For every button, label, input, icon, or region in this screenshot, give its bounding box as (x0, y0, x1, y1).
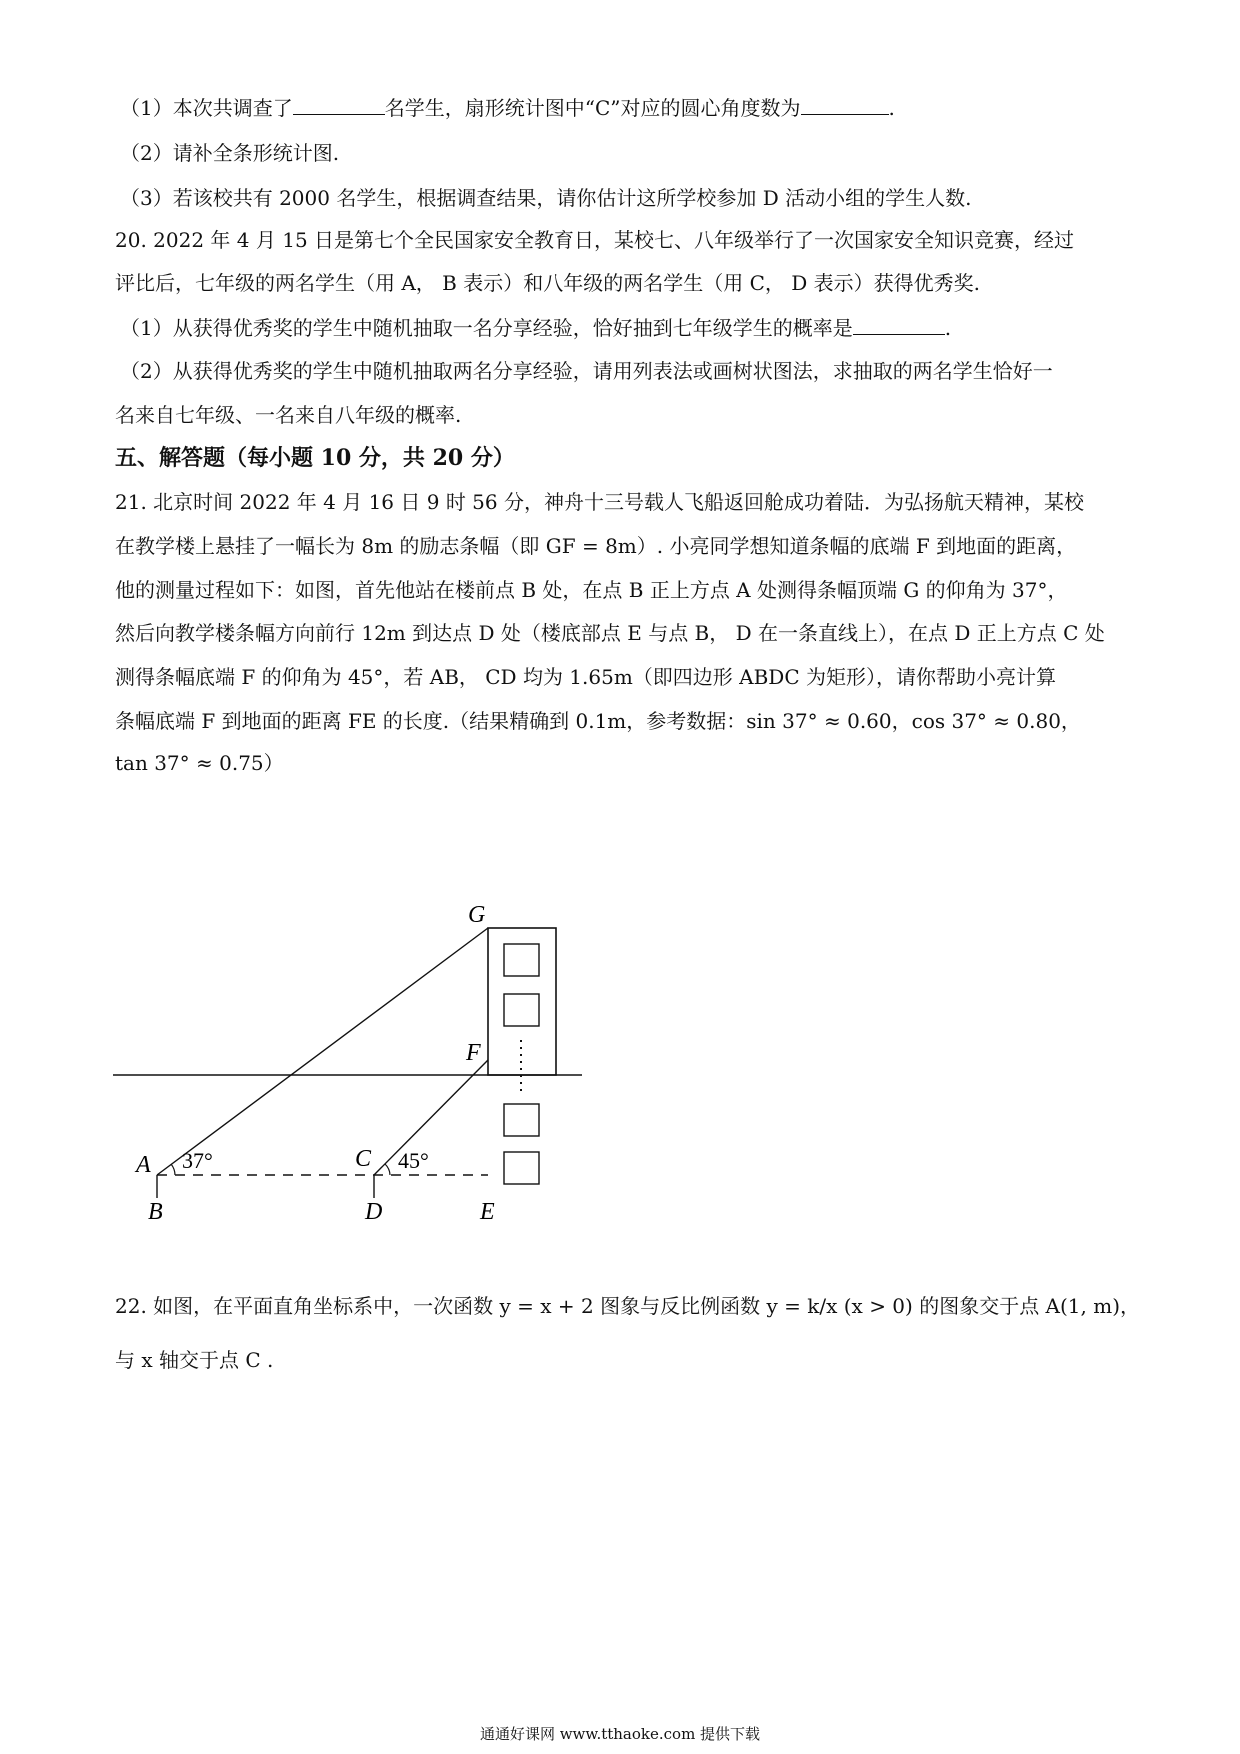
label-c: C (355, 1146, 372, 1172)
angle-arc-c (385, 1164, 390, 1175)
window (504, 944, 539, 976)
q21-line3: 他的测量过程如下：如图，首先他站在楼前点 B 处，在点 B 正上方点 A 处测得条幅顶端 G 的仰角为 37°， (115, 578, 1068, 602)
angle-label-a: 37° (182, 1148, 213, 1173)
label-d: D (365, 1199, 383, 1225)
label-e: E (480, 1199, 495, 1225)
q21-line2: 在教学楼上悬挂了一幅长为 8m 的励志条幅（即 GF = 8m）. 小亮同学想知道条幅的底端 F 到地面的距离， (115, 534, 1077, 558)
label-a: A (136, 1152, 151, 1178)
window (504, 1104, 539, 1136)
q20-part2-line2: 名来自七年级、一名来自八年级的概率. (115, 403, 462, 427)
q19-part3: （3）若该校共有 2000 名学生，根据调查结果，请你估计这所学校参加 D 活动小组的学生人数. (120, 186, 972, 210)
q21-line5: 测得条幅底端 F 的仰角为 45°，若 AB， CD 均为 1.65m（即四边形 ABDC 为矩形），请你帮助小亮计算 (115, 665, 1056, 689)
q19-part1: （1）本次共调查了 名学生，扇形统计图中“C”对应的圆心角度数为 . (120, 92, 1130, 123)
building (488, 928, 556, 1075)
label-g: G (468, 902, 486, 928)
q22-line1: 22. 如图，在平面直角坐标系中，一次函数 y = x + 2 图象与反比例函数 y = k/x (x > 0) 的图象交于点 A(1, m)， (115, 1294, 1140, 1318)
window (504, 994, 539, 1026)
label-b: B (148, 1199, 163, 1225)
sight-line-cf (374, 1060, 488, 1175)
q21-line1: 21. 北京时间 2022 年 4 月 16 日 9 时 56 分，神舟十三号载人飞船返回舱成功着陆．为弘扬航天精神，某校 (115, 490, 1084, 514)
sight-line-ag (157, 928, 488, 1175)
q19-part2: （2）请补全条形统计图. (120, 141, 340, 165)
q22-line2: 与 x 轴交于点 C . (115, 1348, 274, 1372)
label-f: F (466, 1040, 481, 1066)
angle-arc-a (171, 1164, 175, 1175)
angle-label-c: 45° (398, 1148, 429, 1173)
q21-line4: 然后向教学楼条幅方向前行 12m 到达点 D 处（楼底部点 E 与点 B， D 在一条直线上），在点 D 正上方点 C 处 (115, 621, 1105, 645)
q21-line7: tan 37° ≈ 0.75） (115, 751, 284, 775)
page-footer: 通通好课网 www.tthaoke.com 提供下载 (479, 1725, 761, 1743)
q21-line6: 条幅底端 F 到地面的距离 FE 的长度.（结果精确到 0.1m，参考数据：sin 37° ≈ 0.60，cos 37° ≈ 0.80， (115, 709, 1081, 733)
q20-stem-line1: 20. 2022 年 4 月 15 日是第七个全民国家安全教育日，某校七、八年级举行了一次国家安全知识竞赛，经过 (115, 228, 1075, 252)
q20-part2-line1: （2）从获得优秀奖的学生中随机抽取两名分享经验，请用列表法或画树状图法，求抽取的两名学生恰好一 (120, 359, 1053, 383)
q20-stem-line2: 评比后，七年级的两名学生（用 A， B 表示）和八年级的两名学生（用 C， D 表示）获得优秀奖. (115, 271, 980, 295)
window (504, 1152, 539, 1184)
q20-part1: （1）从获得优秀奖的学生中随机抽取一名分享经验，恰好抽到七年级学生的概率是 . (120, 312, 1130, 343)
section-heading: 五、解答题（每小题 10 分，共 20 分） (115, 445, 515, 471)
